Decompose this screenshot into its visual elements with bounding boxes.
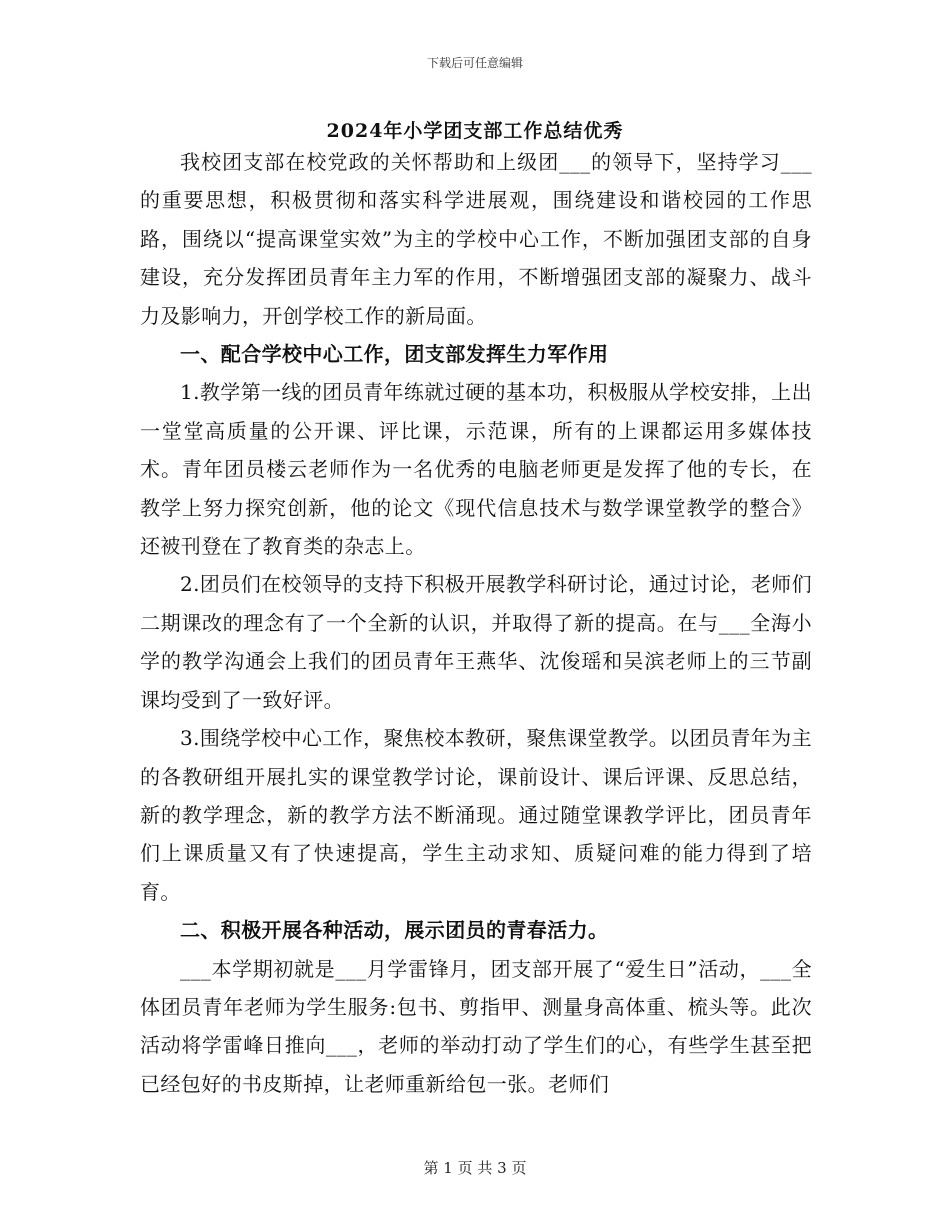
header-note: 下载后可任意编辑 [426,56,523,70]
paragraph-activity: ___本学期初就是___月学雷锋月，团支部开展了“爱生日”活动，___全体团员青年老师为学生服务:包书、剪指甲、测量身高体重、梳头等。此次活动将学雷峰日推向___，老师的举动打动了学生们的心，有些学生甚至把已经包好的书皮斯掉，让老师重新给包一张。老师们 [140,956,812,1096]
section-heading-2: 二、积极开展各种活动，展示团员的青春活力。 [180,918,609,943]
paragraph-item-3: 3.围绕学校中心工作，聚焦校本教研，聚焦课堂教学。以团员青年为主的各教研组开展扎实的课堂教学讨论，课前设计、课后评课、反思总结，新的教学理念，新的教学方法不断涌现。通过随堂课教学评比，团员青年们上课质量又有了快速提高，学生主动求知、质疑问难的能力得到了培育。 [140,726,812,904]
intro-paragraph: 我校团支部在校党政的关怀帮助和上级团___的领导下，坚持学习___的重要思想，积极贯彻和落实科学进展观，围绕建设和谐校园的工作思路，围绕以“提高课堂实效”为主的学校中心工作，不断加强团支部的自身建设，充分发挥团员青年主力军的作用，不断增强团支部的凝聚力、战斗力及影响力，开创学校工作的新局面。 [140,150,812,328]
document-body [140,143,812,1103]
document-title: 2024年小学团支部工作总结优秀 [326,120,624,142]
section-heading-1: 一、配合学校中心工作，团支部发挥生力军作用 [180,342,609,367]
page-indicator: 第 1 页 共 3 页 [423,1159,527,1177]
paragraph-item-2: 2.团员们在校领导的支持下积极开展教学科研讨论，通过讨论，老师们二期课改的理念有了一个全新的认识，并取得了新的提高。在与___全海小学的教学沟通会上我们的团员青年王燕华、沈俊瑶和吴滨老师上的三节副课均受到了一致好评。 [140,572,812,712]
paragraph-item-1: 1.教学第一线的团员青年练就过硬的基本功，积极服从学校安排，上出一堂堂高质量的公开课、评比课，示范课，所有的上课都运用多媒体技术。青年团员楼云老师作为一名优秀的电脑老师更是发挥了他的专长，在教学上努力探究创新，他的论文《现代信息技术与数学课堂教学的整合》还被刊登在了教育类的杂志上。 [140,380,812,559]
